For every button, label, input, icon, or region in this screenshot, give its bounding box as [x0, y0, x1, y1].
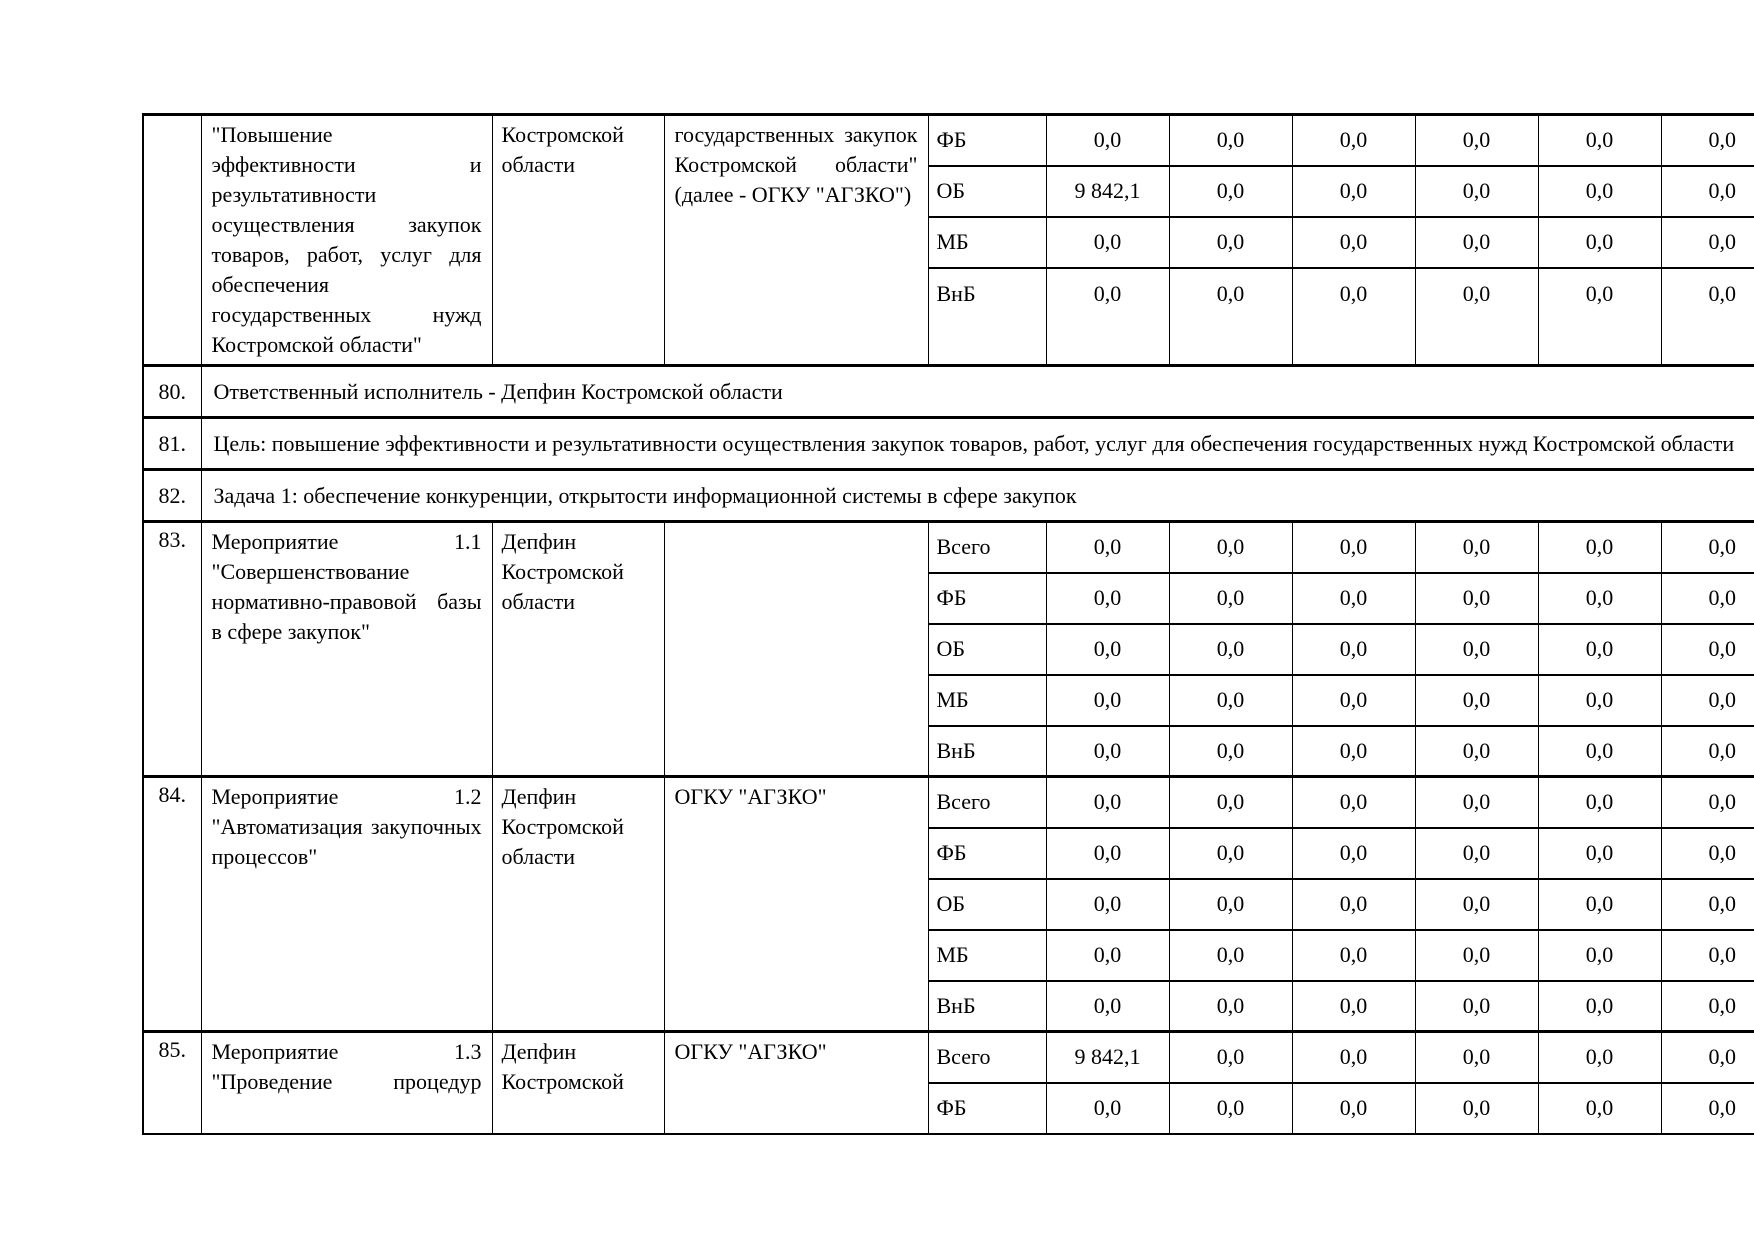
amount-cell: 0,0: [1169, 522, 1292, 573]
amount-cell: 0,0: [1292, 828, 1415, 879]
measure-name-cell: Мероприятие 1.2 "Автоматизация закупочных процессов": [201, 777, 492, 1032]
amount-cell: 0,0: [1046, 1083, 1169, 1134]
executor-cell: Костромской области: [492, 115, 664, 366]
amount-cell: 0,0: [1169, 268, 1292, 366]
amount-cell: 0,0: [1169, 726, 1292, 777]
amount-cell: 0,0: [1415, 828, 1538, 879]
budget-source-cell: Всего: [928, 522, 1046, 573]
amount-cell: 0,0: [1415, 1083, 1538, 1134]
budget-source-cell: ФБ: [928, 115, 1046, 166]
amount-cell: 0,0: [1661, 166, 1754, 217]
amount-cell: 0,0: [1046, 624, 1169, 675]
participant-cell: ОГКУ "АГЗКО": [664, 1032, 928, 1134]
amount-cell: 0,0: [1661, 675, 1754, 726]
budget-source-cell: ОБ: [928, 879, 1046, 930]
amount-cell: 0,0: [1538, 981, 1661, 1032]
amount-cell: 0,0: [1169, 981, 1292, 1032]
budget-source-cell: ФБ: [928, 828, 1046, 879]
amount-cell: 9 842,1: [1046, 1032, 1169, 1083]
amount-cell: 0,0: [1292, 624, 1415, 675]
amount-cell: 0,0: [1415, 573, 1538, 624]
amount-cell: 0,0: [1169, 675, 1292, 726]
amount-cell: 0,0: [1661, 217, 1754, 268]
amount-cell: 0,0: [1415, 930, 1538, 981]
amount-cell: 0,0: [1046, 777, 1169, 828]
budget-source-cell: ОБ: [928, 166, 1046, 217]
amount-cell: 0,0: [1046, 675, 1169, 726]
amount-cell: 0,0: [1169, 166, 1292, 217]
amount-cell: 0,0: [1415, 115, 1538, 166]
amount-cell: 0,0: [1538, 573, 1661, 624]
budget-source-cell: ФБ: [928, 1083, 1046, 1134]
amount-cell: 0,0: [1415, 268, 1538, 366]
amount-cell: 0,0: [1169, 1083, 1292, 1134]
amount-cell: 0,0: [1661, 981, 1754, 1032]
amount-cell: 0,0: [1046, 522, 1169, 573]
amount-cell: 0,0: [1415, 726, 1538, 777]
amount-cell: 0,0: [1538, 828, 1661, 879]
budget-source-cell: ОБ: [928, 624, 1046, 675]
section-text-cell: Ответственный исполнитель - Депфин Костромской области: [201, 366, 1754, 418]
budget-source-cell: ФБ: [928, 573, 1046, 624]
amount-cell: 0,0: [1415, 624, 1538, 675]
program-name-cell: "Повышение эффективности и результативности осуществления закупок товаров, работ, услуг для обеспечения государственных нужд Костромской области": [201, 115, 492, 366]
budget-source-cell: Всего: [928, 777, 1046, 828]
amount-cell: 0,0: [1538, 1032, 1661, 1083]
amount-cell: 0,0: [1046, 268, 1169, 366]
row-number-cell: 81.: [143, 418, 201, 470]
amount-cell: 0,0: [1661, 1083, 1754, 1134]
amount-cell: 0,0: [1046, 115, 1169, 166]
participant-cell: [664, 522, 928, 777]
amount-cell: 0,0: [1415, 1032, 1538, 1083]
amount-cell: 0,0: [1661, 522, 1754, 573]
amount-cell: 0,0: [1046, 573, 1169, 624]
amount-cell: 0,0: [1292, 675, 1415, 726]
amount-cell: 0,0: [1292, 166, 1415, 217]
amount-cell: 0,0: [1538, 726, 1661, 777]
amount-cell: 0,0: [1169, 573, 1292, 624]
amount-cell: 0,0: [1292, 217, 1415, 268]
amount-cell: 0,0: [1415, 879, 1538, 930]
budget-source-cell: МБ: [928, 675, 1046, 726]
amount-cell: 0,0: [1661, 879, 1754, 930]
amount-cell: 0,0: [1292, 879, 1415, 930]
amount-cell: 0,0: [1046, 930, 1169, 981]
amount-cell: 0,0: [1538, 879, 1661, 930]
amount-cell: 9 842,1: [1046, 166, 1169, 217]
amount-cell: 0,0: [1046, 726, 1169, 777]
participant-cell: ОГКУ "АГЗКО": [664, 777, 928, 1032]
amount-cell: 0,0: [1415, 522, 1538, 573]
amount-cell: 0,0: [1169, 879, 1292, 930]
budget-source-cell: Всего: [928, 1032, 1046, 1083]
amount-cell: 0,0: [1046, 217, 1169, 268]
row-number-cell: 82.: [143, 470, 201, 522]
executor-cell: Депфин Костромской области: [492, 777, 664, 1032]
section-text-cell: Цель: повышение эффективности и результативности осуществления закупок товаров, работ, услуг для обеспечения государственных нужд Костромской области: [201, 418, 1754, 470]
amount-cell: 0,0: [1169, 115, 1292, 166]
budget-source-cell: МБ: [928, 217, 1046, 268]
amount-cell: 0,0: [1415, 777, 1538, 828]
amount-cell: 0,0: [1661, 1032, 1754, 1083]
amount-cell: 0,0: [1169, 828, 1292, 879]
amount-cell: 0,0: [1538, 1083, 1661, 1134]
section-text-cell: Задача 1: обеспечение конкуренции, открытости информационной системы в сфере закупок: [201, 470, 1754, 522]
amount-cell: 0,0: [1292, 726, 1415, 777]
amount-cell: 0,0: [1169, 777, 1292, 828]
amount-cell: 0,0: [1538, 268, 1661, 366]
row-number-cell: [143, 115, 201, 366]
amount-cell: 0,0: [1169, 217, 1292, 268]
amount-cell: 0,0: [1661, 268, 1754, 366]
amount-cell: 0,0: [1292, 268, 1415, 366]
executor-cell: Депфин Костромской: [492, 1032, 664, 1134]
row-number-cell: 84.: [143, 777, 201, 1032]
amount-cell: 0,0: [1292, 1083, 1415, 1134]
amount-cell: 0,0: [1661, 828, 1754, 879]
amount-cell: 0,0: [1415, 166, 1538, 217]
amount-cell: 0,0: [1538, 675, 1661, 726]
amount-cell: 0,0: [1169, 1032, 1292, 1083]
budget-source-cell: ВнБ: [928, 981, 1046, 1032]
budget-source-cell: МБ: [928, 930, 1046, 981]
amount-cell: 0,0: [1415, 675, 1538, 726]
amount-cell: 0,0: [1661, 624, 1754, 675]
amount-cell: 0,0: [1661, 930, 1754, 981]
amount-cell: 0,0: [1538, 166, 1661, 217]
row-number-cell: 83.: [143, 522, 201, 777]
amount-cell: 0,0: [1292, 981, 1415, 1032]
amount-cell: 0,0: [1661, 726, 1754, 777]
amount-cell: 0,0: [1538, 522, 1661, 573]
amount-cell: 0,0: [1292, 930, 1415, 981]
executor-cell: Депфин Костромской области: [492, 522, 664, 777]
amount-cell: 0,0: [1292, 573, 1415, 624]
amount-cell: 0,0: [1292, 777, 1415, 828]
measure-name-cell: Мероприятие 1.1 "Совершенствование нормативно-правовой базы в сфере закупок": [201, 522, 492, 777]
amount-cell: 0,0: [1415, 217, 1538, 268]
amount-cell: 0,0: [1538, 217, 1661, 268]
amount-cell: 0,0: [1538, 777, 1661, 828]
participant-cell: государственных закупок Костромской области" (далее - ОГКУ "АГЗКО"): [664, 115, 928, 366]
amount-cell: 0,0: [1169, 930, 1292, 981]
amount-cell: 0,0: [1538, 930, 1661, 981]
amount-cell: 0,0: [1661, 573, 1754, 624]
row-number-cell: 85.: [143, 1032, 201, 1134]
amount-cell: 0,0: [1292, 522, 1415, 573]
amount-cell: 0,0: [1661, 777, 1754, 828]
amount-cell: 0,0: [1292, 1032, 1415, 1083]
amount-cell: 0,0: [1169, 624, 1292, 675]
amount-cell: 0,0: [1538, 624, 1661, 675]
amount-cell: 0,0: [1292, 115, 1415, 166]
budget-source-cell: ВнБ: [928, 726, 1046, 777]
amount-cell: 0,0: [1046, 879, 1169, 930]
budget-source-cell: ВнБ: [928, 268, 1046, 366]
measure-name-cell: Мероприятие 1.3 "Проведение процедур: [201, 1032, 492, 1134]
amount-cell: 0,0: [1661, 115, 1754, 166]
amount-cell: 0,0: [1046, 981, 1169, 1032]
amount-cell: 0,0: [1046, 828, 1169, 879]
amount-cell: 0,0: [1538, 115, 1661, 166]
row-number-cell: 80.: [143, 366, 201, 418]
amount-cell: 0,0: [1415, 981, 1538, 1032]
budget-table: [142, 113, 1754, 1135]
